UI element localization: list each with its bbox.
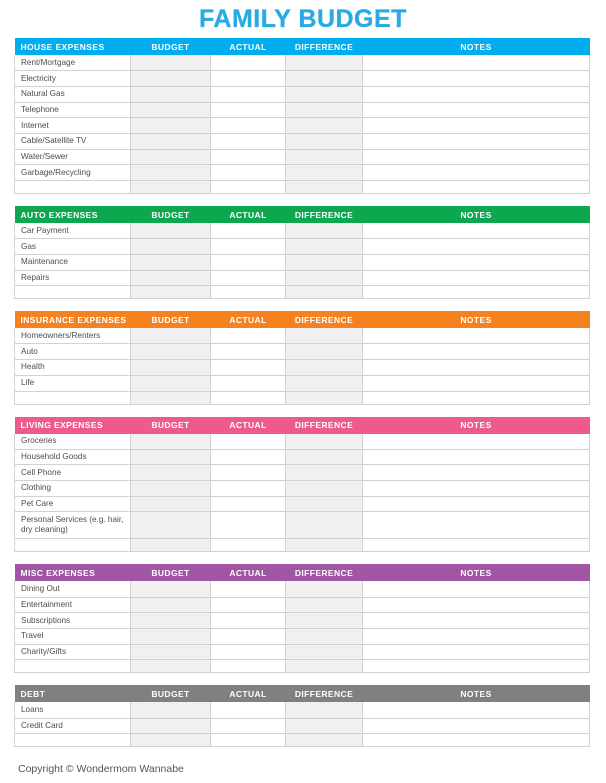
column-header-difference: DIFFERENCE xyxy=(294,688,354,699)
notes-input[interactable] xyxy=(363,270,590,286)
actual-input[interactable] xyxy=(211,71,286,87)
difference-input[interactable] xyxy=(286,391,363,404)
actual-input[interactable] xyxy=(211,375,286,391)
actual-input[interactable] xyxy=(211,270,286,286)
notes-input[interactable] xyxy=(363,86,590,102)
notes-input[interactable] xyxy=(363,644,590,660)
section-spacer xyxy=(14,552,589,564)
expense-label: Groceries xyxy=(15,434,131,450)
actual-input[interactable] xyxy=(211,434,286,450)
notes-input[interactable] xyxy=(363,512,590,539)
budget-input[interactable] xyxy=(131,86,211,102)
difference-input[interactable] xyxy=(286,181,363,194)
section-title-1: AUTO EXPENSES xyxy=(20,209,98,220)
notes-input[interactable] xyxy=(363,328,590,344)
actual-input[interactable] xyxy=(211,102,286,118)
column-header-notes: NOTES xyxy=(460,688,492,699)
expense-label: Cell Phone xyxy=(15,465,131,481)
difference-input[interactable] xyxy=(286,644,363,660)
notes-input[interactable] xyxy=(363,734,590,747)
budget-input[interactable] xyxy=(131,597,211,613)
difference-input[interactable] xyxy=(286,539,363,552)
expense-label: Dining Out xyxy=(15,581,131,597)
difference-input[interactable] xyxy=(286,239,363,255)
notes-input[interactable] xyxy=(363,613,590,629)
actual-input[interactable] xyxy=(211,391,286,404)
expense-label: Travel xyxy=(15,629,131,645)
difference-input[interactable] xyxy=(286,55,363,71)
actual-input[interactable] xyxy=(211,118,286,134)
notes-input[interactable] xyxy=(363,597,590,613)
actual-input[interactable] xyxy=(211,581,286,597)
expense-label: Maintenance xyxy=(15,254,131,270)
notes-input[interactable] xyxy=(363,581,590,597)
table-row xyxy=(15,165,590,181)
budget-input[interactable] xyxy=(131,239,211,255)
notes-input[interactable] xyxy=(363,181,590,194)
budget-input[interactable] xyxy=(131,391,211,404)
expense-label: Entertainment xyxy=(15,597,131,613)
copyright-footer: Copyright © Wondermom Wannabe xyxy=(18,763,184,775)
notes-input[interactable] xyxy=(363,629,590,645)
table-row-blank xyxy=(15,181,590,194)
section-title-5: DEBT xyxy=(20,688,46,699)
budget-tables-container xyxy=(14,38,589,759)
table-row xyxy=(15,581,590,597)
budget-input[interactable] xyxy=(131,660,211,673)
expense-label: Auto xyxy=(15,344,131,360)
budget-input[interactable] xyxy=(131,539,211,552)
notes-input[interactable] xyxy=(363,344,590,360)
column-header-notes: NOTES xyxy=(460,420,492,430)
column-header-notes: NOTES xyxy=(460,209,492,220)
notes-input[interactable] xyxy=(363,149,590,165)
budget-input[interactable] xyxy=(131,512,211,539)
difference-input[interactable] xyxy=(286,286,363,299)
column-header-actual: ACTUAL xyxy=(229,420,267,430)
section-header-row xyxy=(15,311,590,328)
difference-input[interactable] xyxy=(286,86,363,102)
expense-label-blank[interactable] xyxy=(15,660,131,673)
difference-input[interactable] xyxy=(286,360,363,376)
expense-label-blank[interactable] xyxy=(15,181,131,194)
table-row xyxy=(15,344,590,360)
budget-input[interactable] xyxy=(131,360,211,376)
table-row xyxy=(15,465,590,481)
budget-input[interactable] xyxy=(131,375,211,391)
expense-label: Clothing xyxy=(15,481,131,497)
notes-input[interactable] xyxy=(363,391,590,404)
expense-label: Repairs xyxy=(15,270,131,286)
notes-input[interactable] xyxy=(363,496,590,512)
table-row xyxy=(15,55,590,71)
difference-input[interactable] xyxy=(286,465,363,481)
table-row xyxy=(15,449,590,465)
difference-input[interactable] xyxy=(286,254,363,270)
notes-input[interactable] xyxy=(363,165,590,181)
notes-input[interactable] xyxy=(363,286,590,299)
actual-input[interactable] xyxy=(211,360,286,376)
budget-section-table xyxy=(14,38,590,194)
actual-input[interactable] xyxy=(211,539,286,552)
column-header-budget: BUDGET xyxy=(151,41,190,52)
actual-input[interactable] xyxy=(211,254,286,270)
expense-label: Pet Care xyxy=(15,496,131,512)
budget-section-table xyxy=(14,685,590,747)
difference-input[interactable] xyxy=(286,512,363,539)
section-header-row xyxy=(15,417,590,434)
actual-input[interactable] xyxy=(211,165,286,181)
difference-input[interactable] xyxy=(286,223,363,239)
column-header-actual: ACTUAL xyxy=(229,314,267,325)
column-header-actual: ACTUAL xyxy=(229,567,267,578)
notes-input[interactable] xyxy=(363,239,590,255)
section-spacer xyxy=(14,299,589,311)
section-header-row xyxy=(15,38,590,55)
budget-input[interactable] xyxy=(131,55,211,71)
expense-label: Electricity xyxy=(15,71,131,87)
actual-input[interactable] xyxy=(211,597,286,613)
table-row-blank xyxy=(15,734,590,747)
difference-input[interactable] xyxy=(286,344,363,360)
budget-input[interactable] xyxy=(131,613,211,629)
budget-input[interactable] xyxy=(131,496,211,512)
column-header-notes: NOTES xyxy=(460,567,492,578)
difference-input[interactable] xyxy=(286,133,363,149)
column-header-actual: ACTUAL xyxy=(229,209,267,220)
difference-input[interactable] xyxy=(286,718,363,734)
expense-label: Credit Card xyxy=(15,718,131,734)
expense-label-blank[interactable] xyxy=(15,539,131,552)
expense-label: Personal Services (e.g. hair, dry cleaning) xyxy=(15,512,131,539)
budget-input[interactable] xyxy=(131,270,211,286)
expense-label: Health xyxy=(15,360,131,376)
budget-input[interactable] xyxy=(131,118,211,134)
actual-input[interactable] xyxy=(211,512,286,539)
column-header-difference: DIFFERENCE xyxy=(294,567,354,578)
difference-input[interactable] xyxy=(286,481,363,497)
budget-input[interactable] xyxy=(131,481,211,497)
expense-label: Natural Gas xyxy=(15,86,131,102)
difference-input[interactable] xyxy=(286,149,363,165)
table-row xyxy=(15,613,590,629)
table-row xyxy=(15,375,590,391)
table-row xyxy=(15,512,590,539)
notes-input[interactable] xyxy=(363,434,590,450)
section-title-2: INSURANCE EXPENSES xyxy=(20,314,127,325)
budget-section-table xyxy=(14,311,590,404)
difference-input[interactable] xyxy=(286,71,363,87)
budget-input[interactable] xyxy=(131,165,211,181)
actual-input[interactable] xyxy=(211,449,286,465)
table-row xyxy=(15,597,590,613)
section-title-3: LIVING EXPENSES xyxy=(20,420,104,430)
section-spacer xyxy=(14,194,589,206)
actual-input[interactable] xyxy=(211,86,286,102)
column-header-actual: ACTUAL xyxy=(229,41,267,52)
budget-input[interactable] xyxy=(131,223,211,239)
difference-input[interactable] xyxy=(286,702,363,718)
expense-label-blank[interactable] xyxy=(15,734,131,747)
difference-input[interactable] xyxy=(286,118,363,134)
table-row-blank xyxy=(15,391,590,404)
actual-input[interactable] xyxy=(211,223,286,239)
actual-input[interactable] xyxy=(211,496,286,512)
expense-label: Loans xyxy=(15,702,131,718)
budget-input[interactable] xyxy=(131,181,211,194)
table-row xyxy=(15,481,590,497)
column-header-budget: BUDGET xyxy=(151,314,190,325)
table-row xyxy=(15,629,590,645)
actual-input[interactable] xyxy=(211,702,286,718)
expense-label: Water/Sewer xyxy=(15,149,131,165)
budget-input[interactable] xyxy=(131,71,211,87)
budget-input[interactable] xyxy=(131,734,211,747)
actual-input[interactable] xyxy=(211,328,286,344)
table-row xyxy=(15,702,590,718)
budget-input[interactable] xyxy=(131,344,211,360)
expense-label: Subscriptions xyxy=(15,613,131,629)
table-row xyxy=(15,496,590,512)
table-row-blank xyxy=(15,539,590,552)
actual-input[interactable] xyxy=(211,613,286,629)
actual-input[interactable] xyxy=(211,481,286,497)
notes-input[interactable] xyxy=(363,71,590,87)
difference-input[interactable] xyxy=(286,660,363,673)
expense-label-blank[interactable] xyxy=(15,391,131,404)
table-row xyxy=(15,86,590,102)
table-row xyxy=(15,644,590,660)
actual-input[interactable] xyxy=(211,344,286,360)
notes-input[interactable] xyxy=(363,118,590,134)
column-header-budget: BUDGET xyxy=(151,209,190,220)
actual-input[interactable] xyxy=(211,718,286,734)
difference-input[interactable] xyxy=(286,597,363,613)
budget-input[interactable] xyxy=(131,449,211,465)
table-row xyxy=(15,133,590,149)
expense-label: Car Payment xyxy=(15,223,131,239)
notes-input[interactable] xyxy=(363,465,590,481)
expense-label: Gas xyxy=(15,239,131,255)
difference-input[interactable] xyxy=(286,496,363,512)
budget-input[interactable] xyxy=(131,581,211,597)
actual-input[interactable] xyxy=(211,465,286,481)
budget-input[interactable] xyxy=(131,644,211,660)
difference-input[interactable] xyxy=(286,165,363,181)
actual-input[interactable] xyxy=(211,133,286,149)
expense-label: Garbage/Recycling xyxy=(15,165,131,181)
table-row xyxy=(15,102,590,118)
budget-input[interactable] xyxy=(131,465,211,481)
column-header-difference: DIFFERENCE xyxy=(294,41,354,52)
table-row xyxy=(15,239,590,255)
expense-label: Internet xyxy=(15,118,131,134)
section-header-row xyxy=(15,685,590,702)
notes-input[interactable] xyxy=(363,702,590,718)
notes-input[interactable] xyxy=(363,660,590,673)
table-row xyxy=(15,718,590,734)
table-row xyxy=(15,360,590,376)
budget-input[interactable] xyxy=(131,133,211,149)
table-row xyxy=(15,434,590,450)
column-header-notes: NOTES xyxy=(460,314,492,325)
actual-input[interactable] xyxy=(211,55,286,71)
table-row xyxy=(15,254,590,270)
table-row xyxy=(15,118,590,134)
expense-label: Telephone xyxy=(15,102,131,118)
notes-input[interactable] xyxy=(363,223,590,239)
column-header-notes: NOTES xyxy=(460,41,492,52)
table-row xyxy=(15,270,590,286)
difference-input[interactable] xyxy=(286,375,363,391)
column-header-budget: BUDGET xyxy=(151,688,190,699)
difference-input[interactable] xyxy=(286,270,363,286)
notes-input[interactable] xyxy=(363,360,590,376)
actual-input[interactable] xyxy=(211,286,286,299)
difference-input[interactable] xyxy=(286,629,363,645)
section-spacer xyxy=(14,405,589,417)
actual-input[interactable] xyxy=(211,660,286,673)
expense-label: Rent/Mortgage xyxy=(15,55,131,71)
section-title-4: MISC EXPENSES xyxy=(20,567,96,578)
budget-section-table xyxy=(14,417,590,553)
budget-input[interactable] xyxy=(131,434,211,450)
difference-input[interactable] xyxy=(286,613,363,629)
table-row xyxy=(15,149,590,165)
notes-input[interactable] xyxy=(363,254,590,270)
section-spacer xyxy=(14,673,589,685)
budget-input[interactable] xyxy=(131,254,211,270)
column-header-difference: DIFFERENCE xyxy=(294,209,354,220)
notes-input[interactable] xyxy=(363,102,590,118)
budget-input[interactable] xyxy=(131,149,211,165)
difference-input[interactable] xyxy=(286,449,363,465)
difference-input[interactable] xyxy=(286,434,363,450)
budget-input[interactable] xyxy=(131,328,211,344)
actual-input[interactable] xyxy=(211,644,286,660)
table-row xyxy=(15,71,590,87)
expense-label: Homeowners/Renters xyxy=(15,328,131,344)
column-header-difference: DIFFERENCE xyxy=(294,420,354,430)
budget-section-table xyxy=(14,206,590,299)
notes-input[interactable] xyxy=(363,718,590,734)
budget-input[interactable] xyxy=(131,286,211,299)
difference-input[interactable] xyxy=(286,102,363,118)
actual-input[interactable] xyxy=(211,629,286,645)
table-row xyxy=(15,328,590,344)
notes-input[interactable] xyxy=(363,375,590,391)
actual-input[interactable] xyxy=(211,734,286,747)
notes-input[interactable] xyxy=(363,55,590,71)
actual-input[interactable] xyxy=(211,239,286,255)
section-header-row xyxy=(15,564,590,581)
expense-label-blank[interactable] xyxy=(15,286,131,299)
actual-input[interactable] xyxy=(211,149,286,165)
budget-input[interactable] xyxy=(131,629,211,645)
notes-input[interactable] xyxy=(363,481,590,497)
difference-input[interactable] xyxy=(286,328,363,344)
table-row-blank xyxy=(15,286,590,299)
notes-input[interactable] xyxy=(363,539,590,552)
section-spacer xyxy=(14,747,589,759)
section-header-row xyxy=(15,206,590,223)
column-header-budget: BUDGET xyxy=(151,420,190,430)
expense-label: Life xyxy=(15,375,131,391)
column-header-budget: BUDGET xyxy=(151,567,190,578)
difference-input[interactable] xyxy=(286,581,363,597)
budget-input[interactable] xyxy=(131,702,211,718)
column-header-difference: DIFFERENCE xyxy=(294,314,354,325)
budget-input[interactable] xyxy=(131,102,211,118)
expense-label: Cable/Satellite TV xyxy=(15,133,131,149)
budget-section-table xyxy=(14,564,590,673)
actual-input[interactable] xyxy=(211,181,286,194)
notes-input[interactable] xyxy=(363,449,590,465)
expense-label: Charity/Gifts xyxy=(15,644,131,660)
expense-label: Household Goods xyxy=(15,449,131,465)
table-row-blank xyxy=(15,660,590,673)
section-title-0: HOUSE EXPENSES xyxy=(20,41,105,52)
difference-input[interactable] xyxy=(286,734,363,747)
column-header-actual: ACTUAL xyxy=(229,688,267,699)
notes-input[interactable] xyxy=(363,133,590,149)
page-title: FAMILY BUDGET xyxy=(199,5,407,33)
table-row xyxy=(15,223,590,239)
budget-input[interactable] xyxy=(131,718,211,734)
